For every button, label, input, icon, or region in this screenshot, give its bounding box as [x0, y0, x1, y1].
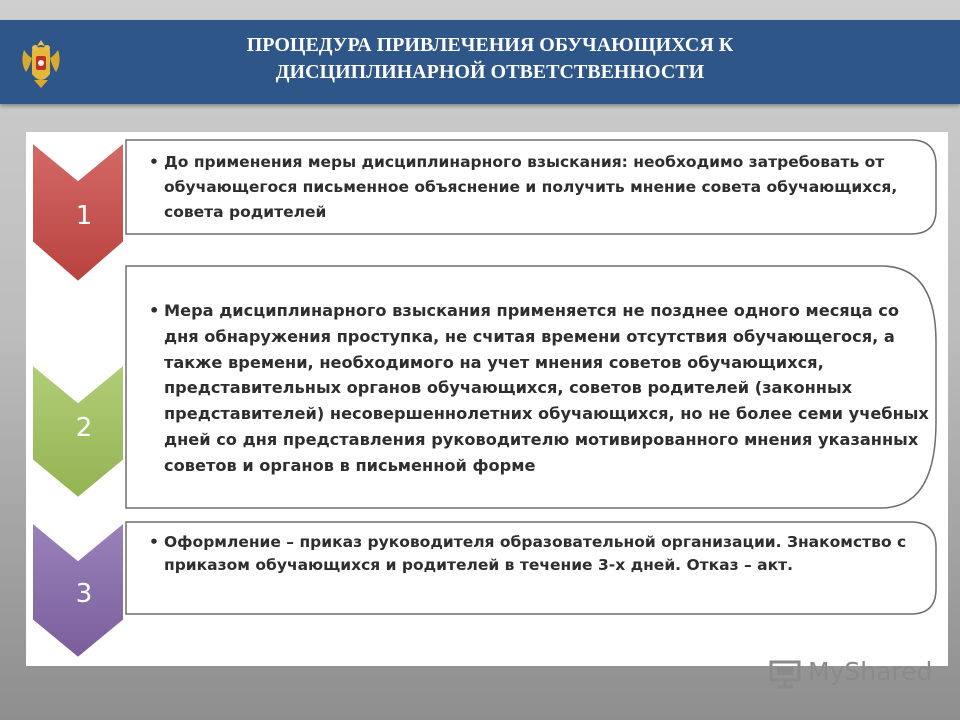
step-2-text: Мера дисциплинарного взыскания применяется не позднее одного месяца со дня обнаружения проступка, не считая времени отсутствия обучающегося, а также времени, необходимого на учет мнения советов обучающихся, представительных органов обучающихся, советов родителей (законных представителей) несовершеннолетних обучающихся, но не более семи учебных дней со дня представления руководителю мотивированного мнения указанных советов и органов в письменной форме [164, 301, 929, 475]
bullet: • [149, 533, 159, 551]
step-3-text-block [149, 531, 934, 577]
content-panel [26, 132, 948, 666]
step-1-number: 1 [75, 201, 93, 231]
header-bar [0, 20, 960, 104]
bullet: • [149, 301, 160, 320]
step-3-text: Оформление – приказ руководителя образовательной организации. Знакомство с приказом обучающихся и родителей в течение 3-х дней. Отказ – акт. [164, 533, 907, 574]
page-title [120, 32, 860, 86]
step-2-text-block [149, 298, 934, 479]
step-1-text: До применения меры дисциплинарного взыскания: необходимо затребовать от обучающегося письменное объяснение и получить мнение совета обучающихся, совета родителей [164, 153, 898, 221]
watermark-text: MyShared [808, 657, 933, 686]
coat-of-arms-icon [18, 36, 64, 92]
presentation-board-icon [768, 659, 802, 689]
bullet: • [149, 153, 159, 171]
step-2-number: 2 [75, 413, 93, 443]
title-line-1: ПРОЦЕДУРА ПРИВЛЕЧЕНИЯ ОБУЧАЮЩИХСЯ К [246, 34, 734, 56]
step-3-number: 3 [75, 579, 93, 609]
watermark [768, 657, 933, 691]
step-1-text-block [149, 150, 934, 225]
title-line-2: ДИСЦИПЛИНАРНОЙ ОТВЕТСТВЕННОСТИ [275, 61, 705, 83]
